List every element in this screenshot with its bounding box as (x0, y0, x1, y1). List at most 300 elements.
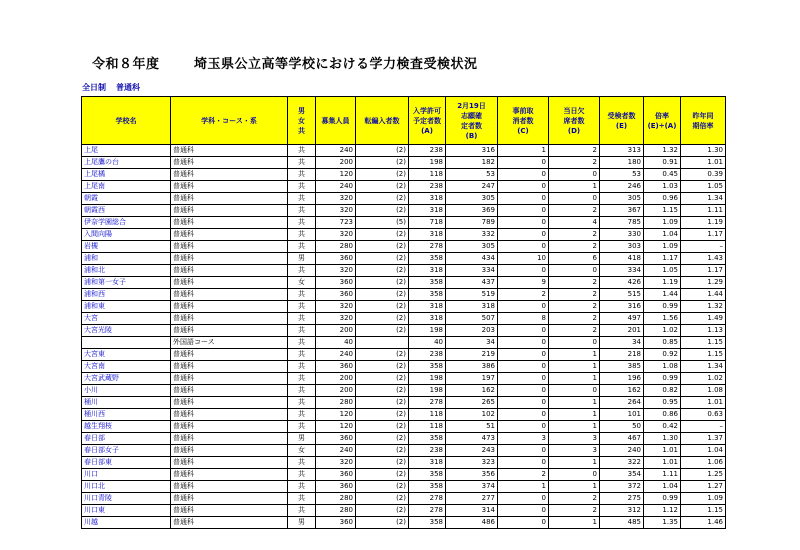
cell-course-name: 普通科 (171, 373, 288, 385)
table-row (82, 385, 726, 397)
cell-admission: 118 (409, 409, 446, 421)
cell-school-name: 大宮南 (82, 361, 171, 373)
cell-examinees: 515 (600, 289, 644, 301)
cell-admission: 358 (409, 277, 446, 289)
cell-capacity: 360 (316, 469, 356, 481)
cell-examinees: 240 (600, 445, 644, 457)
cell-examinees: 418 (600, 253, 644, 265)
cell-school-name: 川口青陵 (82, 493, 171, 505)
cell-examinees: 275 (600, 493, 644, 505)
cell-gender: 共 (288, 289, 316, 301)
cell-withdrawn: 0 (498, 385, 549, 397)
cell-last-year-ratio: 1.02 (681, 373, 726, 385)
cell-transfer: (2) (356, 493, 409, 505)
cell-applicants: 369 (446, 205, 498, 217)
cell-transfer: (2) (356, 457, 409, 469)
cell-school-name: 浦和西 (82, 289, 171, 301)
cell-transfer: (2) (356, 373, 409, 385)
cell-last-year-ratio: 1.25 (681, 469, 726, 481)
cell-withdrawn: 0 (498, 457, 549, 469)
table-row (82, 157, 726, 169)
cell-applicants: 219 (446, 349, 498, 361)
cell-last-year-ratio: 1.49 (681, 313, 726, 325)
table-row (82, 313, 726, 325)
cell-gender: 男 (288, 517, 316, 529)
table-row (82, 397, 726, 409)
cell-ratio: 1.30 (644, 433, 681, 445)
cell-capacity: 280 (316, 505, 356, 517)
cell-capacity: 360 (316, 361, 356, 373)
cell-transfer: (2) (356, 253, 409, 265)
cell-admission: 318 (409, 265, 446, 277)
cell-applicants: 374 (446, 481, 498, 493)
cell-course-name: 普通科 (171, 241, 288, 253)
cell-school-name: 春日部女子 (82, 445, 171, 457)
cell-applicants: 473 (446, 433, 498, 445)
cell-gender: 共 (288, 181, 316, 193)
header-line: 期倍率 (692, 121, 714, 130)
cell-examinees: 385 (600, 361, 644, 373)
cell-gender: 共 (288, 349, 316, 361)
cell-admission: 318 (409, 205, 446, 217)
cell-ratio: 1.01 (644, 457, 681, 469)
cell-course-name: 普通科 (171, 325, 288, 337)
cell-course-name: 普通科 (171, 349, 288, 361)
cell-gender: 共 (288, 313, 316, 325)
cell-examinees: 467 (600, 433, 644, 445)
cell-ratio: 0.45 (644, 169, 681, 181)
table-row (82, 169, 726, 181)
cell-examinees: 53 (600, 169, 644, 181)
cell-capacity: 723 (316, 217, 356, 229)
cell-gender: 共 (288, 325, 316, 337)
header-line: (E) (615, 121, 628, 130)
cell-ratio: 0.42 (644, 421, 681, 433)
cell-absent: 2 (549, 301, 600, 313)
cell-ratio: 1.19 (644, 277, 681, 289)
cell-last-year-ratio: 1.05 (681, 181, 726, 193)
cell-absent: 1 (549, 409, 600, 421)
cell-examinees: 322 (600, 457, 644, 469)
header-line: 入学許可 (413, 106, 441, 115)
cell-course-name: 普通科 (171, 289, 288, 301)
cell-applicants: 243 (446, 445, 498, 457)
table-row (82, 277, 726, 289)
header-line: 当日欠 (563, 106, 585, 115)
table-row (82, 241, 726, 253)
cell-absent: 0 (549, 265, 600, 277)
cell-gender: 共 (288, 169, 316, 181)
cell-transfer: (2) (356, 409, 409, 421)
cell-examinees: 313 (600, 145, 644, 157)
cell-school-name: 川口東 (82, 505, 171, 517)
cell-transfer: (2) (356, 181, 409, 193)
cell-capacity: 360 (316, 517, 356, 529)
cell-last-year-ratio: 1.34 (681, 361, 726, 373)
cell-capacity: 200 (316, 325, 356, 337)
header-gender (288, 97, 316, 145)
cell-withdrawn: 0 (498, 517, 549, 529)
cell-gender: 共 (288, 301, 316, 313)
cell-last-year-ratio: 1.32 (681, 301, 726, 313)
cell-withdrawn: 10 (498, 253, 549, 265)
cell-examinees: 334 (600, 265, 644, 277)
cell-withdrawn: 0 (498, 193, 549, 205)
cell-last-year-ratio: 1.15 (681, 337, 726, 349)
cell-withdrawn: 0 (498, 373, 549, 385)
cell-transfer: (2) (356, 433, 409, 445)
title-year: 令和８年度 (92, 57, 160, 72)
cell-examinees: 485 (600, 517, 644, 529)
cell-school-name: 上尾鷹の台 (82, 157, 171, 169)
cell-course-name: 外国語コース (171, 337, 288, 349)
header-line: 消者数 (512, 116, 534, 125)
cell-capacity: 360 (316, 481, 356, 493)
header-line: 男 (298, 106, 305, 115)
cell-transfer: (2) (356, 229, 409, 241)
cell-examinees: 330 (600, 229, 644, 241)
cell-examinees: 264 (600, 397, 644, 409)
header-capacity (316, 97, 356, 145)
cell-course-name: 普通科 (171, 361, 288, 373)
cell-applicants: 265 (446, 397, 498, 409)
cell-ratio: 1.04 (644, 229, 681, 241)
cell-course-name: 普通科 (171, 397, 288, 409)
cell-absent: 1 (549, 361, 600, 373)
cell-admission: 238 (409, 145, 446, 157)
cell-ratio: 1.44 (644, 289, 681, 301)
cell-admission: 318 (409, 301, 446, 313)
cell-transfer: (2) (356, 205, 409, 217)
cell-withdrawn: 0 (498, 301, 549, 313)
cell-examinees: 785 (600, 217, 644, 229)
cell-last-year-ratio: 1.06 (681, 457, 726, 469)
cell-school-name: 浦和 (82, 253, 171, 265)
cell-withdrawn: 0 (498, 361, 549, 373)
table-row (82, 301, 726, 313)
cell-applicants: 247 (446, 181, 498, 193)
cell-applicants: 332 (446, 229, 498, 241)
cell-examinees: 497 (600, 313, 644, 325)
subtitle (82, 82, 150, 93)
table-row (82, 193, 726, 205)
cell-ratio: 0.85 (644, 337, 681, 349)
table-row (82, 205, 726, 217)
cell-last-year-ratio: 1.17 (681, 229, 726, 241)
cell-gender: 共 (288, 145, 316, 157)
table-row (82, 517, 726, 529)
cell-last-year-ratio: 1.08 (681, 385, 726, 397)
table-row (82, 433, 726, 445)
table-row (82, 325, 726, 337)
cell-examinees: 312 (600, 505, 644, 517)
cell-ratio: 1.09 (644, 241, 681, 253)
cell-gender: 共 (288, 205, 316, 217)
header-line: (C) (517, 126, 529, 135)
table-row (82, 445, 726, 457)
cell-admission: 278 (409, 505, 446, 517)
cell-last-year-ratio: 1.04 (681, 445, 726, 457)
cell-ratio: 0.99 (644, 493, 681, 505)
header-line: 倍率 (655, 111, 669, 120)
cell-transfer: (2) (356, 505, 409, 517)
cell-absent: 6 (549, 253, 600, 265)
cell-admission: 318 (409, 193, 446, 205)
cell-capacity: 320 (316, 265, 356, 277)
cell-applicants: 197 (446, 373, 498, 385)
cell-school-name: 桶川西 (82, 409, 171, 421)
cell-capacity: 360 (316, 289, 356, 301)
cell-course-name: 普通科 (171, 433, 288, 445)
cell-gender: 共 (288, 469, 316, 481)
header-line: (E)÷(A) (647, 121, 677, 130)
cell-course-name: 普通科 (171, 277, 288, 289)
cell-ratio: 1.15 (644, 205, 681, 217)
cell-absent: 0 (549, 169, 600, 181)
table-row (82, 337, 726, 349)
cell-last-year-ratio: 0.63 (681, 409, 726, 421)
cell-examinees: 201 (600, 325, 644, 337)
cell-absent: 3 (549, 445, 600, 457)
cell-absent: 2 (549, 505, 600, 517)
cell-course-name: 普通科 (171, 421, 288, 433)
cell-capacity: 360 (316, 277, 356, 289)
header-line: 2月19日 (457, 101, 486, 110)
cell-transfer: (2) (356, 145, 409, 157)
header-line: 学科・コース・系 (201, 116, 257, 125)
cell-applicants: 305 (446, 193, 498, 205)
cell-school-name: 春日部 (82, 433, 171, 445)
header-line: (B) (465, 131, 478, 140)
cell-school-name: 浦和東 (82, 301, 171, 313)
cell-examinees: 305 (600, 193, 644, 205)
cell-admission: 358 (409, 253, 446, 265)
cell-gender: 共 (288, 157, 316, 169)
cell-admission: 718 (409, 217, 446, 229)
header-line: 共 (298, 126, 305, 135)
table-header-row (82, 97, 726, 145)
cell-applicants: 519 (446, 289, 498, 301)
cell-applicants: 434 (446, 253, 498, 265)
cell-examinees: 101 (600, 409, 644, 421)
cell-applicants: 789 (446, 217, 498, 229)
cell-last-year-ratio: 1.15 (681, 349, 726, 361)
cell-school-name: 上尾 (82, 145, 171, 157)
cell-absent: 4 (549, 217, 600, 229)
cell-course-name: 普通科 (171, 229, 288, 241)
cell-gender: 共 (288, 385, 316, 397)
cell-examinees: 180 (600, 157, 644, 169)
cell-capacity: 240 (316, 349, 356, 361)
cell-ratio: 1.03 (644, 181, 681, 193)
cell-school-name: 浦和北 (82, 265, 171, 277)
cell-last-year-ratio: 1.17 (681, 265, 726, 277)
table-row (82, 493, 726, 505)
cell-last-year-ratio: 1.27 (681, 481, 726, 493)
cell-admission: 198 (409, 385, 446, 397)
cell-course-name: 普通科 (171, 193, 288, 205)
cell-transfer: (2) (356, 385, 409, 397)
cell-gender: 男 (288, 433, 316, 445)
cell-absent: 2 (549, 241, 600, 253)
subtitle-type: 全日制 (82, 83, 106, 92)
cell-examinees: 218 (600, 349, 644, 361)
cell-applicants: 316 (446, 145, 498, 157)
cell-examinees: 50 (600, 421, 644, 433)
cell-course-name: 普通科 (171, 145, 288, 157)
cell-transfer: (2) (356, 265, 409, 277)
cell-admission: 318 (409, 229, 446, 241)
cell-gender: 共 (288, 229, 316, 241)
title-main: 埼玉県公立高等学校における学力検査受検状況 (194, 57, 478, 72)
cell-transfer (356, 337, 409, 349)
table-row (82, 469, 726, 481)
cell-transfer: (2) (356, 325, 409, 337)
cell-course-name: 普通科 (171, 157, 288, 169)
cell-ratio: 1.09 (644, 217, 681, 229)
cell-capacity: 240 (316, 181, 356, 193)
cell-course-name: 普通科 (171, 253, 288, 265)
cell-admission: 358 (409, 517, 446, 529)
cell-withdrawn: 0 (498, 397, 549, 409)
cell-absent: 0 (549, 193, 600, 205)
cell-transfer: (2) (356, 241, 409, 253)
cell-transfer: (2) (356, 481, 409, 493)
cell-admission: 358 (409, 433, 446, 445)
cell-applicants: 437 (446, 277, 498, 289)
header-last-year-ratio (681, 97, 726, 145)
cell-ratio: 1.12 (644, 505, 681, 517)
cell-gender: 共 (288, 505, 316, 517)
cell-absent: 2 (549, 205, 600, 217)
header-line: 予定者数 (413, 116, 441, 125)
cell-admission: 198 (409, 157, 446, 169)
cell-applicants: 34 (446, 337, 498, 349)
cell-ratio: 0.99 (644, 301, 681, 313)
cell-school-name: 岩槻 (82, 241, 171, 253)
cell-course-name: 普通科 (171, 445, 288, 457)
cell-course-name: 普通科 (171, 205, 288, 217)
header-line: 志願確 (461, 111, 482, 120)
cell-course-name: 普通科 (171, 409, 288, 421)
cell-gender: 共 (288, 373, 316, 385)
cell-applicants: 486 (446, 517, 498, 529)
cell-applicants: 277 (446, 493, 498, 505)
cell-withdrawn: 0 (498, 157, 549, 169)
table-row (82, 421, 726, 433)
cell-applicants: 356 (446, 469, 498, 481)
table-row (82, 265, 726, 277)
cell-applicants: 53 (446, 169, 498, 181)
cell-admission: 238 (409, 445, 446, 457)
header-line: (A) (421, 126, 433, 135)
cell-withdrawn: 0 (498, 181, 549, 193)
cell-absent: 2 (549, 277, 600, 289)
cell-last-year-ratio: 1.19 (681, 217, 726, 229)
cell-transfer: (2) (356, 277, 409, 289)
cell-last-year-ratio: 1.37 (681, 433, 726, 445)
cell-course-name: 普通科 (171, 265, 288, 277)
cell-absent: 1 (549, 349, 600, 361)
cell-examinees: 354 (600, 469, 644, 481)
header-line: 転編入者数 (364, 116, 400, 125)
header-examinees (600, 97, 644, 145)
cell-school-name: 春日部東 (82, 457, 171, 469)
cell-school-name: 桶川 (82, 397, 171, 409)
cell-ratio: 0.82 (644, 385, 681, 397)
cell-withdrawn: 0 (498, 409, 549, 421)
header-line: 受検者数 (607, 111, 636, 120)
cell-admission: 278 (409, 397, 446, 409)
cell-admission: 118 (409, 169, 446, 181)
cell-withdrawn: 0 (498, 493, 549, 505)
cell-absent: 2 (549, 313, 600, 325)
cell-withdrawn: 1 (498, 145, 549, 157)
cell-transfer: (2) (356, 445, 409, 457)
cell-applicants: 203 (446, 325, 498, 337)
table-row (82, 361, 726, 373)
cell-examinees: 367 (600, 205, 644, 217)
header-line: 席者数 (563, 116, 585, 125)
cell-last-year-ratio: 1.46 (681, 517, 726, 529)
cell-transfer: (2) (356, 193, 409, 205)
cell-last-year-ratio: 1.44 (681, 289, 726, 301)
cell-examinees: 372 (600, 481, 644, 493)
table-row (82, 457, 726, 469)
header-line: 事前取 (512, 106, 534, 115)
cell-ratio: 0.86 (644, 409, 681, 421)
cell-ratio: 0.91 (644, 157, 681, 169)
cell-capacity: 120 (316, 421, 356, 433)
header-line: 募集人員 (321, 116, 350, 125)
cell-examinees: 246 (600, 181, 644, 193)
header-course (171, 97, 288, 145)
cell-last-year-ratio: 1.30 (681, 145, 726, 157)
cell-absent: 1 (549, 181, 600, 193)
cell-school-name: 伊奈学園総合 (82, 217, 171, 229)
cell-school-name: 朝霞 (82, 193, 171, 205)
cell-ratio: 1.01 (644, 445, 681, 457)
cell-withdrawn: 0 (498, 229, 549, 241)
cell-gender: 共 (288, 241, 316, 253)
cell-admission: 358 (409, 469, 446, 481)
cell-transfer: (2) (356, 421, 409, 433)
subtitle-course: 普通科 (116, 83, 140, 92)
cell-transfer: (2) (356, 397, 409, 409)
cell-transfer: (2) (356, 169, 409, 181)
cell-capacity: 320 (316, 205, 356, 217)
cell-last-year-ratio: 1.09 (681, 493, 726, 505)
cell-withdrawn: 0 (498, 217, 549, 229)
header-line: 女 (298, 116, 305, 125)
cell-ratio: 1.17 (644, 253, 681, 265)
cell-last-year-ratio: 1.15 (681, 505, 726, 517)
cell-course-name: 普通科 (171, 457, 288, 469)
cell-applicants: 162 (446, 385, 498, 397)
cell-capacity: 360 (316, 253, 356, 265)
cell-admission: 358 (409, 481, 446, 493)
cell-applicants: 182 (446, 157, 498, 169)
cell-capacity: 360 (316, 433, 356, 445)
cell-capacity: 120 (316, 409, 356, 421)
table-row (82, 217, 726, 229)
cell-school-name: 大宮光陵 (82, 325, 171, 337)
cell-transfer: (2) (356, 157, 409, 169)
cell-admission: 40 (409, 337, 446, 349)
cell-absent: 2 (549, 229, 600, 241)
cell-transfer: (2) (356, 361, 409, 373)
cell-course-name: 普通科 (171, 301, 288, 313)
